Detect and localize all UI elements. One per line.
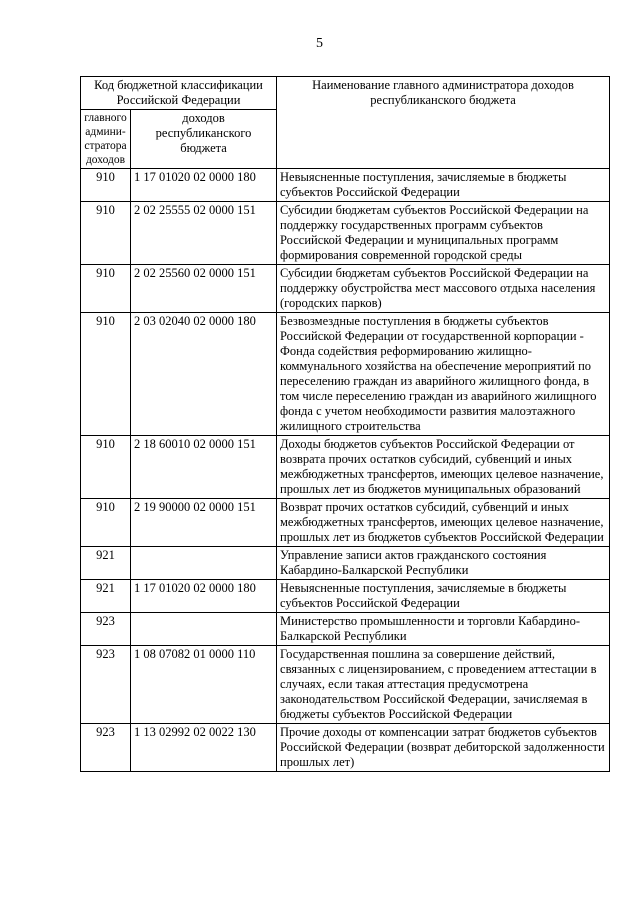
name-cell: Невыясненные поступления, зачисляемые в бюджеты субъектов Российской Федерации: [277, 580, 610, 613]
table-row: [81, 547, 610, 580]
name-cell: Доходы бюджетов субъектов Российской Федерации от возврата прочих остатков субсидий, субвенций и иных межбюджетных трансфертов, имеющих целевое назначение, прошлых лет из бюджетов муниципальных образований: [277, 436, 610, 499]
admin-code-cell: 910: [81, 169, 131, 202]
income-code-cell: [131, 613, 277, 646]
income-code-cell: 2 02 25560 02 0000 151: [131, 265, 277, 313]
admin-code-cell: 910: [81, 436, 131, 499]
admin-code-cell: 923: [81, 613, 131, 646]
income-code-cell: [131, 547, 277, 580]
table-row: [81, 646, 610, 724]
income-code-cell: 2 18 60010 02 0000 151: [131, 436, 277, 499]
admin-code-cell: 910: [81, 313, 131, 436]
table-row: [81, 724, 610, 772]
admin-code-cell: 910: [81, 202, 131, 265]
table-row: [81, 265, 610, 313]
admin-code-cell: 921: [81, 547, 131, 580]
admin-code-cell: 910: [81, 499, 131, 547]
header-income-column: доходов республиканского бюджета: [131, 110, 277, 169]
table-row: [81, 613, 610, 646]
name-cell: Государственная пошлина за совершение действий, связанных с лицензированием, с проведением аттестации в случаях, если такая аттестация предусмотрена законодательством Российской Федерации, зачисляемая в бюджеты субъектов Российской Федерации: [277, 646, 610, 724]
table-row: [81, 202, 610, 265]
name-cell: Субсидии бюджетам субъектов Российской Федерации на поддержку государственных программ субъектов Российской Федерации и муниципальных программ формирования современной городской среды: [277, 202, 610, 265]
table-row: [81, 580, 610, 613]
table-row: [81, 169, 610, 202]
table-row: [81, 313, 610, 436]
budget-classification-table: [80, 76, 610, 772]
admin-code-cell: 921: [81, 580, 131, 613]
table-row: [81, 499, 610, 547]
admin-code-cell: 910: [81, 265, 131, 313]
income-code-cell: 2 03 02040 02 0000 180: [131, 313, 277, 436]
name-cell: Прочие доходы от компенсации затрат бюджетов субъектов Российской Федерации (возврат дебиторской задолженности прошлых лет): [277, 724, 610, 772]
page-number: 5: [316, 36, 323, 51]
name-cell: Невыясненные поступления, зачисляемые в бюджеты субъектов Российской Федерации: [277, 169, 610, 202]
name-cell: Безвозмездные поступления в бюджеты субъектов Российской Федерации от государственной корпорации - Фонда содействия реформированию жилищно-коммунального хозяйства на обеспечение мероприятий по переселению граждан из аварийного жилищного фонда, в том числе переселению граждан из аварийного жилищного фонда с учетом необходимости развития малоэтажного жилищного строительства: [277, 313, 610, 436]
income-code-cell: 2 19 90000 02 0000 151: [131, 499, 277, 547]
header-admin-column: главного админи-стратора доходов: [81, 110, 131, 169]
name-cell: Субсидии бюджетам субъектов Российской Федерации на поддержку обустройства мест массового отдыха населения (городских парков): [277, 265, 610, 313]
income-code-cell: 1 17 01020 02 0000 180: [131, 580, 277, 613]
income-code-cell: 1 17 01020 02 0000 180: [131, 169, 277, 202]
name-cell: Министерство промышленности и торговли Кабардино-Балкарской Республики: [277, 613, 610, 646]
header-code-group: Код бюджетной классификации Российской Федерации: [81, 77, 277, 110]
admin-code-cell: 923: [81, 646, 131, 724]
admin-code-cell: 923: [81, 724, 131, 772]
header-name-column: Наименование главного администратора доходов республиканского бюджета: [277, 77, 610, 169]
table-row: [81, 436, 610, 499]
income-code-cell: 1 13 02992 02 0022 130: [131, 724, 277, 772]
income-code-cell: 2 02 25555 02 0000 151: [131, 202, 277, 265]
name-cell: Возврат прочих остатков субсидий, субвенций и иных межбюджетных трансфертов, имеющих целевое назначение, прошлых лет из бюджетов субъектов Российской Федерации: [277, 499, 610, 547]
income-code-cell: 1 08 07082 01 0000 110: [131, 646, 277, 724]
name-cell: Управление записи актов гражданского состояния Кабардино-Балкарской Республики: [277, 547, 610, 580]
